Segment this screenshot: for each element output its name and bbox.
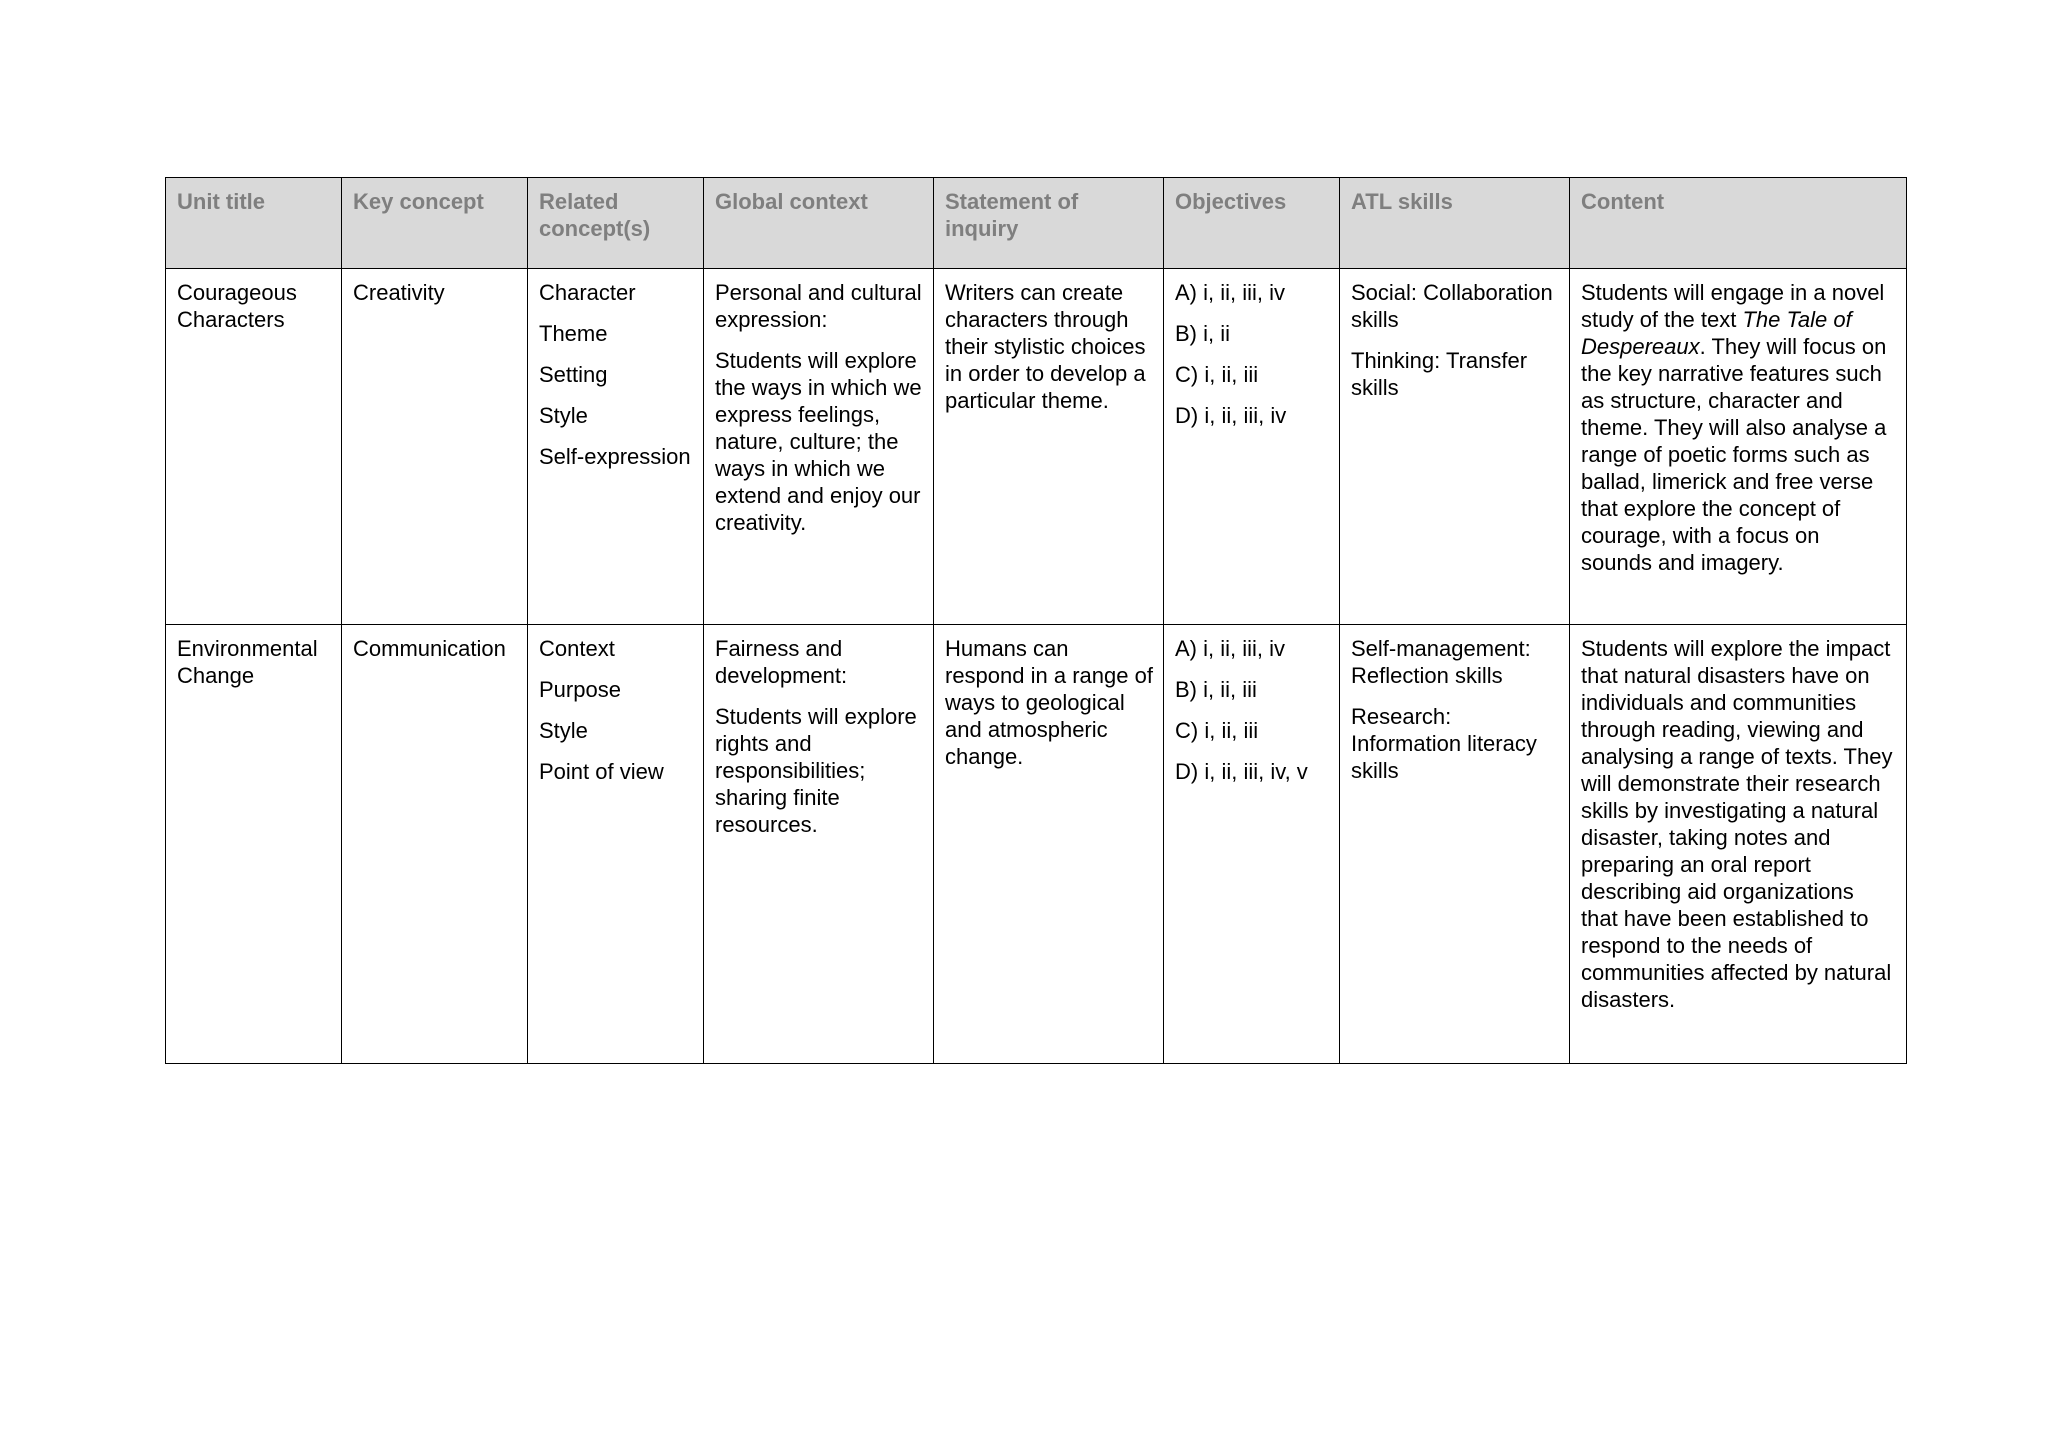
statement-of-inquiry-cell: Humans can respond in a range of ways to geological and atmospheric change.: [934, 625, 1164, 1064]
content-text-start: Students will explore the impact that natural disasters have on individuals and communities through reading, viewing and analysing a range of texts. They will demonstrate their research skills by investigating a natural disaster, taking notes and preparing an oral report describing aid organizations that have been established to respond to the needs of communities affected by natural disasters.: [1581, 636, 1893, 1012]
objective-item: C) i, ii, iii: [1175, 718, 1259, 743]
table-row: [166, 269, 1907, 625]
global-context-cell: [704, 269, 934, 625]
related-concept-item: Setting: [539, 362, 608, 387]
content-text-end: . They will focus on the key narrative features such as structure, character and theme. They will also analyse a range of poetic forms such as ballad, limerick and free verse that explore the concept of courage, with a focus on sounds and imagery.: [1581, 334, 1887, 575]
header-statement-of-inquiry: Statement of inquiry: [934, 178, 1164, 269]
global-context-description: Students will explore rights and responsibilities; sharing finite resources.: [715, 704, 917, 837]
statement-of-inquiry-cell: Writers can create characters through their stylistic choices in order to develop a particular theme.: [934, 269, 1164, 625]
objective-item: C) i, ii, iii: [1175, 362, 1259, 387]
table-row: [166, 625, 1907, 1064]
related-concept-item: Point of view: [539, 759, 664, 784]
unit-planner-table: [165, 177, 1907, 1064]
atl-skill-item: Research: Information literacy skills: [1351, 704, 1537, 783]
header-content: Content: [1570, 178, 1907, 269]
key-concept-cell: Communication: [342, 625, 528, 1064]
atl-skills-cell: [1340, 269, 1570, 625]
related-concept-item: Style: [539, 403, 588, 428]
objectives-cell: [1164, 625, 1340, 1064]
related-concept-item: Theme: [539, 321, 608, 346]
objective-item: B) i, ii: [1175, 321, 1230, 346]
header-key-concept: Key concept: [342, 178, 528, 269]
objective-item: D) i, ii, iii, iv: [1175, 403, 1287, 428]
header-unit-title: Unit title: [166, 178, 342, 269]
global-context-description: Students will explore the ways in which we express feelings, nature, culture; the ways in which we extend and enjoy our creativity.: [715, 348, 922, 535]
content-book-title: The Tale of Despereaux: [1581, 307, 1852, 359]
key-concept-cell: Creativity: [342, 269, 528, 625]
unit-title-cell: Environmental Change: [166, 625, 342, 1064]
atl-skill-item: Social: Collaboration skills: [1351, 280, 1553, 332]
global-context-title: Fairness and development:: [715, 636, 848, 688]
objective-item: D) i, ii, iii, iv, v: [1175, 759, 1308, 784]
related-concept-item: Context: [539, 636, 615, 661]
content-cell: [1570, 269, 1907, 625]
objective-item: B) i, ii, iii: [1175, 677, 1257, 702]
objectives-cell: [1164, 269, 1340, 625]
related-concept-item: Character: [539, 280, 636, 305]
related-concepts-cell: [528, 269, 704, 625]
header-global-context: Global context: [704, 178, 934, 269]
objective-item: A) i, ii, iii, iv: [1175, 636, 1285, 661]
global-context-title: Personal and cultural expression:: [715, 280, 922, 332]
related-concept-item: Purpose: [539, 677, 621, 702]
header-objectives: Objectives: [1164, 178, 1340, 269]
related-concept-item: Style: [539, 718, 588, 743]
header-related-concepts: Related concept(s): [528, 178, 704, 269]
content-cell: [1570, 625, 1907, 1064]
header-atl-skills: ATL skills: [1340, 178, 1570, 269]
atl-skills-cell: [1340, 625, 1570, 1064]
objective-item: A) i, ii, iii, iv: [1175, 280, 1285, 305]
related-concepts-cell: [528, 625, 704, 1064]
content-text-start: Students will engage in a novel study of the text: [1581, 280, 1885, 332]
global-context-cell: [704, 625, 934, 1064]
table-header-row: [166, 178, 1907, 269]
atl-skill-item: Self-management: Reflection skills: [1351, 636, 1531, 688]
related-concept-item: Self-expression: [539, 444, 691, 469]
atl-skill-item: Thinking: Transfer skills: [1351, 348, 1528, 400]
unit-title-cell: Courageous Characters: [166, 269, 342, 625]
